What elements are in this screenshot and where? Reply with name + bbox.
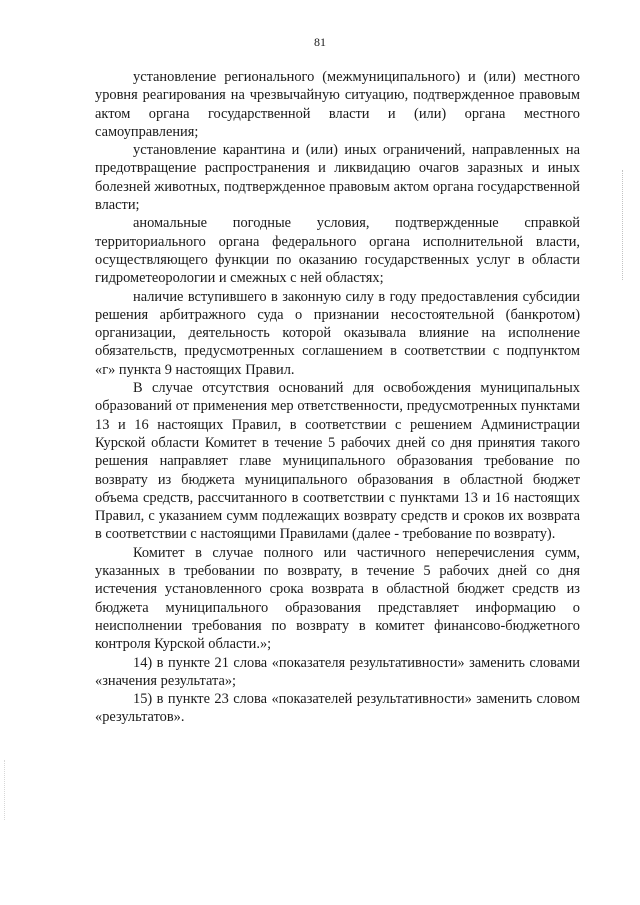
scan-edge-mark <box>622 170 624 280</box>
scan-edge-mark-left <box>4 760 6 820</box>
paragraph-committee-non-transfer: Комитет в случае полного или частичного неперечисления сумм, указанных в требовании по возврату, в течение 5 рабочих дней со дня истечения установленного срока возврата в областной бюджет средств из бюджета муниципального образования представляет информацию о неисполнении требования по возврату в комитет финансово-бюджетного контроля Курской области.»; <box>95 544 580 653</box>
paragraph-arbitration-decision: наличие вступившего в законную силу в году предоставления субсидии решения арбитражного суда о признании несостоятельной (банкротом) организации, деятельность которой оказывала влияние на исполнение обязательств, предусмотренных соглашением в соответствии с подпунктом «г» пункта 9 настоящих Правил. <box>95 288 580 378</box>
paragraph-item-15: 15) в пункте 23 слова «показателей результативности» заменить словом «результатов». <box>95 691 580 726</box>
paragraph-quarantine: установление карантина и (или) иных ограничений, направленных на предотвращение распространения и ликвидацию очагов заразных и иных болезней животных, подтвержденное правовым актом органа государственной власти; <box>95 142 580 214</box>
document-body <box>95 68 580 727</box>
paragraph-item-14: 14) в пункте 21 слова «показателя результативности» заменить словами «значения результата»; <box>95 654 580 689</box>
paragraph-regional-emergency: установление регионального (межмуниципального) и (или) местного уровня реагирования на чрезвычайную ситуацию, подтвержденное правовым актом органа государственной власти и (или) органа местного самоуправления; <box>95 69 580 140</box>
page-number: 81 <box>314 35 326 49</box>
paragraph-weather-conditions: аномальные погодные условия, подтвержденные справкой территориального органа федерального органа исполнительной власти, осуществляющего функции по оказанию государственных услуг в области гидрометеорологии и смежных с ней областях; <box>95 215 580 287</box>
paragraph-no-exemption: В случае отсутствия оснований для освобождения муниципальных образований от применения мер ответственности, предусмотренных пунктами 13 и 16 настоящих Правил, в соответствии с решением Администрации Курской области Комитет в течение 5 рабочих дней со дня принятия такого решения направляет главе муниципального образования требование по возврату из бюджета муниципального образования в областной бюджет объема средств, рассчитанного в соответствии с пунктами 13 и 16 настоящих Правил, с указанием сумм подлежащих возврату средств и сроков их возврата в соответствии с настоящими Правилами (далее - требование по возврату). <box>95 380 580 543</box>
